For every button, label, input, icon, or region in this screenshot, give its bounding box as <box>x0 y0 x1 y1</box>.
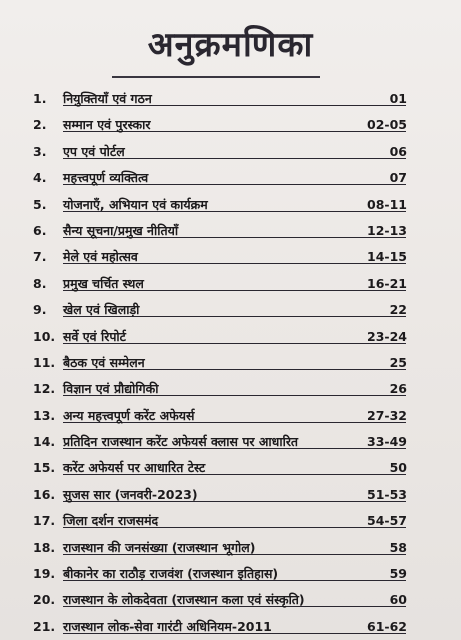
toc-entry-page: 16-21 <box>367 275 407 291</box>
toc-entry-label: एप एवं पोर्टल <box>63 143 125 159</box>
toc-entry-label: नियुक्तियाँ एवं गठन <box>63 91 152 106</box>
toc-entry-number: 9. <box>33 302 47 318</box>
toc-entry <box>0 429 461 455</box>
toc-entry-page: 51-53 <box>367 486 407 502</box>
toc-entry-number: 11. <box>33 354 56 370</box>
toc-entry-number: 7. <box>33 249 47 265</box>
toc-entry-page: 61-62 <box>367 618 407 634</box>
toc-entry-page: 06 <box>389 143 407 159</box>
toc-entry-number: 20. <box>33 592 56 608</box>
toc-entry <box>0 455 461 481</box>
toc-entry <box>0 350 461 376</box>
toc-entry <box>0 535 461 561</box>
toc-entry-number: 1. <box>33 91 47 106</box>
toc-entry-label: प्रतिदिन राजस्थान करेंट अफेयर्स क्लास पर आधारित <box>63 434 299 450</box>
toc-entry <box>0 139 461 165</box>
toc-entry <box>0 614 461 640</box>
toc-entry-label: सुजस सार (जनवरी-2023) <box>63 486 198 502</box>
toc-entry-page: 50 <box>389 460 407 476</box>
toc-entry-label: अन्य महत्त्वपूर्ण करेंट अफेयर्स <box>63 407 195 423</box>
toc-entry <box>0 482 461 508</box>
toc-entry-number: 17. <box>33 513 56 529</box>
toc-entry-number: 5. <box>33 196 47 212</box>
toc-entry-page: 02-05 <box>367 117 407 133</box>
toc-entry-number: 8. <box>33 275 47 291</box>
toc-entry-number: 3. <box>33 143 47 159</box>
toc-entry-page: 33-49 <box>367 434 407 450</box>
toc-entry-label: जिला दर्शन राजसमंद <box>63 513 159 529</box>
toc-entry <box>0 218 461 244</box>
toc-entry-label: राजस्थान के लोकदेवता (राजस्थान कला एवं संस्कृति) <box>63 592 305 608</box>
toc-entry-page: 23-24 <box>367 328 407 344</box>
toc-entry-number: 12. <box>33 381 56 397</box>
page-title: अनुक्रमणिका <box>147 25 314 65</box>
table-of-contents <box>0 86 461 640</box>
toc-entry-number: 16. <box>33 486 56 502</box>
toc-entry-page: 59 <box>389 566 407 582</box>
toc-entry-number: 21. <box>33 618 56 634</box>
toc-entry-label: प्रमुख चर्चित स्थल <box>63 275 144 291</box>
toc-entry-number: 10. <box>33 328 56 344</box>
toc-entry <box>0 112 461 138</box>
toc-entry-number: 13. <box>33 407 56 423</box>
toc-entry-number: 15. <box>33 460 56 476</box>
toc-entry-page: 60 <box>389 592 407 608</box>
toc-entry-label: खेल एवं खिलाड़ी <box>63 302 140 318</box>
toc-entry <box>0 324 461 350</box>
toc-entry-label: महत्त्वपूर्ण व्यक्तित्व <box>63 170 149 186</box>
toc-entry-number: 2. <box>33 117 47 133</box>
toc-entry <box>0 561 461 587</box>
toc-entry-page: 54-57 <box>367 513 407 529</box>
toc-entry-number: 14. <box>33 434 56 450</box>
toc-entry-page: 14-15 <box>367 249 407 265</box>
toc-entry-page: 25 <box>389 354 407 370</box>
toc-entry-label: बीकानेर का राठौड़ राजवंश (राजस्थान इतिहास) <box>63 566 279 582</box>
toc-entry-label: विज्ञान एवं प्रौद्योगिकी <box>63 381 159 397</box>
toc-entry-page: 12-13 <box>367 222 407 238</box>
title-underline <box>112 76 320 78</box>
toc-entry-label: सैन्य सूचना/प्रमुख नीतियाँ <box>63 222 179 238</box>
toc-entry-page: 08-11 <box>367 196 407 212</box>
toc-entry <box>0 271 461 297</box>
toc-entry-label: मेले एवं महोत्सव <box>63 249 138 265</box>
toc-entry-label: योजनाएँ, अभियान एवं कार्यक्रम <box>63 196 208 212</box>
toc-entry-page: 22 <box>389 302 407 318</box>
toc-entry-label: सर्वे एवं रिपोर्ट <box>63 328 126 344</box>
toc-entry <box>0 165 461 191</box>
toc-entry <box>0 376 461 402</box>
toc-entry-page: 07 <box>389 170 407 186</box>
toc-entry <box>0 297 461 323</box>
toc-entry-page: 27-32 <box>367 407 407 423</box>
toc-entry <box>0 403 461 429</box>
toc-entry-number: 4. <box>33 170 47 186</box>
toc-entry-number: 6. <box>33 222 47 238</box>
toc-entry-page: 58 <box>389 539 407 555</box>
toc-entry <box>0 192 461 218</box>
toc-entry-label: सम्मान एवं पुरस्कार <box>63 117 151 133</box>
toc-entry <box>0 244 461 270</box>
toc-entry-number: 18. <box>33 539 56 555</box>
toc-entry <box>0 86 461 112</box>
toc-entry-label: राजस्थान लोक-सेवा गारंटी अधिनियम-2011 <box>63 618 272 634</box>
toc-entry-label: बैठक एवं सम्मेलन <box>63 354 145 370</box>
toc-entry-page: 01 <box>389 91 407 106</box>
toc-entry <box>0 587 461 613</box>
toc-entry-page: 26 <box>389 381 407 397</box>
toc-entry-number: 19. <box>33 566 56 582</box>
toc-entry-label: करेंट अफेयर्स पर आधारित टेस्ट <box>63 460 206 476</box>
toc-entry-label: राजस्थान की जनसंख्या (राजस्थान भूगोल) <box>63 539 256 555</box>
toc-entry <box>0 508 461 534</box>
